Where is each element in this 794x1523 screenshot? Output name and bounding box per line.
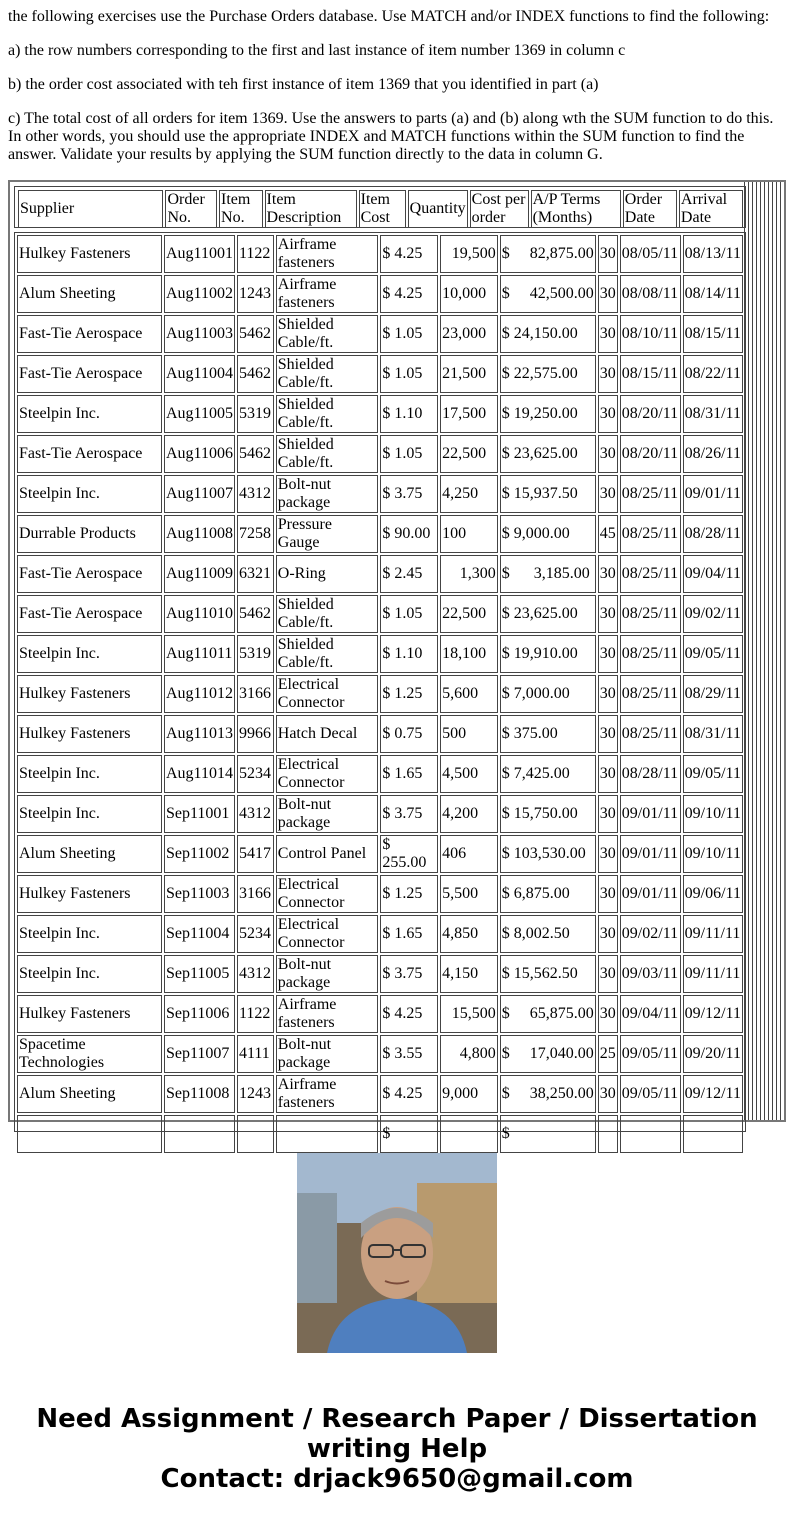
column-header: Order No.	[165, 190, 217, 228]
table-cell: Airframe fasteners	[276, 275, 379, 313]
table-row	[17, 675, 743, 713]
table-cell: 08/31/11	[683, 715, 743, 753]
table-cell: $ 3.75	[380, 475, 438, 513]
table-cell: $ 3.75	[380, 955, 438, 993]
table-row	[17, 955, 743, 993]
table-cell: $ 3.55	[380, 1035, 438, 1073]
table-cell: Sep11003	[164, 875, 235, 913]
table-row	[17, 715, 743, 753]
table-cell: 30	[598, 995, 618, 1033]
table-cell: Aug11013	[164, 715, 235, 753]
table-cell: 08/25/11	[620, 635, 681, 673]
table-cell: Hulkey Fasteners	[17, 995, 162, 1033]
table-cell: 5234	[237, 755, 274, 793]
purchase-orders-table-frame	[8, 180, 786, 1142]
table-row	[17, 315, 743, 353]
table-cell: Sep11007	[164, 1035, 235, 1073]
table-cell: 08/15/11	[620, 355, 681, 393]
table-cell: 30	[598, 235, 618, 273]
table-cell: 5234	[237, 915, 274, 953]
table-cell: 5462	[237, 595, 274, 633]
table-cell: Bolt-nut package	[276, 475, 379, 513]
table-cell: 5462	[237, 355, 274, 393]
table-cell: $ 22,575.00	[500, 355, 596, 393]
table-cell: 08/13/11	[683, 235, 743, 273]
table-cell: $ 90.00	[380, 515, 438, 553]
table-cell: Aug11005	[164, 395, 235, 433]
table-cell: 08/14/11	[683, 275, 743, 313]
table-cell: Shielded Cable/ft.	[276, 635, 379, 673]
table-cell: 30	[598, 955, 618, 993]
table-cell: 17,500	[440, 395, 498, 433]
table-cell: 08/15/11	[683, 315, 743, 353]
table-cell: Aug11009	[164, 555, 235, 593]
table-cell: 5462	[237, 435, 274, 473]
table-cell: 30	[598, 675, 618, 713]
table-cell: Hulkey Fasteners	[17, 235, 162, 273]
table-cell: Aug11007	[164, 475, 235, 513]
table-cell: 4,150	[440, 955, 498, 993]
table-cell: 4312	[237, 795, 274, 833]
table-cell: $ 65,875.00	[500, 995, 596, 1033]
column-header: Cost per order	[470, 190, 529, 228]
avatar-portrait	[297, 1153, 497, 1353]
table-cell: 08/20/11	[620, 395, 681, 433]
table-cell: $ 255.00	[380, 835, 438, 873]
table-cell: Airframe fasteners	[276, 995, 379, 1033]
table-cell: Shielded Cable/ft.	[276, 595, 379, 633]
table-cell: 09/04/11	[683, 555, 743, 593]
table-cell: Bolt-nut package	[276, 955, 379, 993]
column-header: Item Cost	[359, 190, 406, 228]
table-cell: 5319	[237, 395, 274, 433]
table-cell: $ 1.10	[380, 395, 438, 433]
table-cell: $ 4.25	[380, 995, 438, 1033]
table-cell: 5417	[237, 835, 274, 873]
table-cell	[237, 1115, 274, 1153]
table-cell: 1243	[237, 1075, 274, 1113]
table-cell: Steelpin Inc.	[17, 915, 162, 953]
table-cell: 09/05/11	[620, 1075, 681, 1113]
table-cell: 15,500	[440, 995, 498, 1033]
table-cell: 10,000	[440, 275, 498, 313]
table-cell: $	[380, 1115, 438, 1153]
table-cell: 6321	[237, 555, 274, 593]
table-cell: Control Panel	[276, 835, 379, 873]
table-row	[17, 235, 743, 273]
table-cell: Steelpin Inc.	[17, 755, 162, 793]
table-row	[17, 795, 743, 833]
column-header: Supplier	[18, 190, 163, 228]
table-row	[17, 515, 743, 553]
table-cell: 500	[440, 715, 498, 753]
table-cell: 4312	[237, 955, 274, 993]
table-row	[17, 1075, 743, 1113]
table-cell: 09/10/11	[683, 835, 743, 873]
table-cell: Bolt-nut package	[276, 795, 379, 833]
table-cell: 08/28/11	[683, 515, 743, 553]
table-cell: 4111	[237, 1035, 274, 1073]
table-cell: $ 1.65	[380, 755, 438, 793]
table-cell: 30	[598, 1075, 618, 1113]
column-header: Quantity	[408, 190, 468, 228]
table-cell: $ 17,040.00	[500, 1035, 596, 1073]
table-cell: Electrical Connector	[276, 875, 379, 913]
table-row	[17, 435, 743, 473]
table-cell: Aug11006	[164, 435, 235, 473]
table-cell	[683, 1115, 743, 1153]
table-cell: 08/25/11	[620, 515, 681, 553]
table-cell: 22,500	[440, 435, 498, 473]
table-cell: 08/25/11	[620, 555, 681, 593]
table-cell: 9,000	[440, 1075, 498, 1113]
table-cell: $ 19,910.00	[500, 635, 596, 673]
table-cell: $ 19,250.00	[500, 395, 596, 433]
question-a: a) the row numbers corresponding to the first and last instance of item number 1369 in column c	[8, 42, 626, 59]
table-cell: 3166	[237, 875, 274, 913]
column-header: Item Description	[265, 190, 357, 228]
table-cell: 4,250	[440, 475, 498, 513]
table-row	[17, 355, 743, 393]
table-cell: Steelpin Inc.	[17, 795, 162, 833]
table-cell: $ 1.05	[380, 355, 438, 393]
table-cell: 08/10/11	[620, 315, 681, 353]
table-cell: Hatch Decal	[276, 715, 379, 753]
table-cell: 08/22/11	[683, 355, 743, 393]
table-cell: 09/02/11	[683, 595, 743, 633]
table-cell: Steelpin Inc.	[17, 395, 162, 433]
banner-contact: Contact: drjack9650@gmail.com	[160, 1464, 634, 1494]
table-cell: Airframe fasteners	[276, 235, 379, 273]
table-cell: Sep11004	[164, 915, 235, 953]
table-row	[17, 875, 743, 913]
table-cell: 09/05/11	[683, 755, 743, 793]
table-cell: 22,500	[440, 595, 498, 633]
table-row	[17, 395, 743, 433]
table-cell: Aug11014	[164, 755, 235, 793]
table-cell: 4,850	[440, 915, 498, 953]
header-row	[18, 190, 743, 228]
table-cell: 08/25/11	[620, 595, 681, 633]
table-cell	[17, 1115, 162, 1153]
table-cell: 21,500	[440, 355, 498, 393]
table-cell: Hulkey Fasteners	[17, 675, 162, 713]
table-cell: 4,200	[440, 795, 498, 833]
table-cell: 30	[598, 435, 618, 473]
intro-paragraph: the following exercises use the Purchase Orders database. Use MATCH and/or INDEX functions to find the following:	[8, 8, 770, 25]
table-row	[17, 1035, 743, 1073]
table-cell: 08/25/11	[620, 715, 681, 753]
table-cell: Fast-Tie Aerospace	[17, 555, 162, 593]
table-cell: 08/31/11	[683, 395, 743, 433]
table-cell: 09/12/11	[683, 1075, 743, 1113]
table-cell: 1,300	[440, 555, 498, 593]
table-cell: Aug11011	[164, 635, 235, 673]
table-cell: 4,500	[440, 755, 498, 793]
table-cell: 09/01/11	[683, 475, 743, 513]
table-cell: 30	[598, 875, 618, 913]
table-cell: $ 375.00	[500, 715, 596, 753]
table-row	[17, 555, 743, 593]
table-cell: $ 1.05	[380, 595, 438, 633]
question-c: c) The total cost of all orders for item 1369. Use the answers to parts (a) and (b) along wth the SUM function to do this. In other words, you should use the appropriate INDEX and MATCH functions within the SUM function to find the answer. Validate your results by applying the SUM function directly to the data in column G.	[8, 110, 774, 163]
table-cell: Hulkey Fasteners	[17, 875, 162, 913]
table-cell: Aug11012	[164, 675, 235, 713]
table-cell: $ 15,937.50	[500, 475, 596, 513]
table-cell: 09/12/11	[683, 995, 743, 1033]
table-cell: 45	[598, 515, 618, 553]
table-cell: $ 1.25	[380, 675, 438, 713]
table-cell: $ 103,530.00	[500, 835, 596, 873]
column-header: Order Date	[623, 190, 677, 228]
table-cell: 30	[598, 355, 618, 393]
column-header: A/P Terms (Months)	[531, 190, 621, 228]
table-cell: Shielded Cable/ft.	[276, 435, 379, 473]
table-cell: 1243	[237, 275, 274, 313]
table-cell: 09/05/11	[620, 1035, 681, 1073]
table-cell: 08/29/11	[683, 675, 743, 713]
table-cell: Steelpin Inc.	[17, 635, 162, 673]
table-row	[17, 595, 743, 633]
table-cell: $ 4.25	[380, 235, 438, 273]
table-cell: Aug11003	[164, 315, 235, 353]
table-cell: Sep11001	[164, 795, 235, 833]
table-cell: 08/08/11	[620, 275, 681, 313]
table-cell: $ 38,250.00	[500, 1075, 596, 1113]
table-cell: 30	[598, 275, 618, 313]
table-cell: 08/26/11	[683, 435, 743, 473]
table-cell	[440, 1115, 498, 1153]
table-cell: Shielded Cable/ft.	[276, 315, 379, 353]
table-cell: $ 1.05	[380, 315, 438, 353]
table-row	[17, 995, 743, 1033]
table-cell: 09/01/11	[620, 795, 681, 833]
table-cell: $ 4.25	[380, 275, 438, 313]
table-cell: 09/01/11	[620, 875, 681, 913]
table-cell: Sep11008	[164, 1075, 235, 1113]
table-cell: $ 23,625.00	[500, 435, 596, 473]
table-cell: $ 42,500.00	[500, 275, 596, 313]
table-cell: $ 8,002.50	[500, 915, 596, 953]
table-cell: $ 23,625.00	[500, 595, 596, 633]
column-header: Item No.	[219, 190, 263, 228]
table-cell: Alum Sheeting	[17, 835, 162, 873]
table-cell: 09/20/11	[683, 1035, 743, 1073]
table-cell: 4312	[237, 475, 274, 513]
table-cell: 08/28/11	[620, 755, 681, 793]
table-cell: 7258	[237, 515, 274, 553]
table-cell: 30	[598, 395, 618, 433]
table-cell: Aug11001	[164, 235, 235, 273]
table-cell: 09/02/11	[620, 915, 681, 953]
table-cell: Aug11010	[164, 595, 235, 633]
table-cell: 19,500	[440, 235, 498, 273]
table-cell: $ 1.05	[380, 435, 438, 473]
table-cell: 08/05/11	[620, 235, 681, 273]
table-cell: 30	[598, 315, 618, 353]
table-cell: $ 1.25	[380, 875, 438, 913]
nested-border-stripes	[744, 182, 784, 1120]
table-row	[17, 475, 743, 513]
table-cell: Shielded Cable/ft.	[276, 395, 379, 433]
author-avatar	[297, 1153, 497, 1353]
table-cell: $ 0.75	[380, 715, 438, 753]
table-cell: 5,600	[440, 675, 498, 713]
table-cell: 30	[598, 475, 618, 513]
table-cell: 5,500	[440, 875, 498, 913]
table-cell: $ 1.65	[380, 915, 438, 953]
table-row	[17, 275, 743, 313]
table-row	[17, 755, 743, 793]
table-cell: Aug11004	[164, 355, 235, 393]
table-cell: 23,000	[440, 315, 498, 353]
table-row	[17, 915, 743, 953]
table-cell: $ 6,875.00	[500, 875, 596, 913]
table-cell: 30	[598, 915, 618, 953]
table-cell: 406	[440, 835, 498, 873]
table-cell: $ 24,150.00	[500, 315, 596, 353]
column-header: Arrival Date	[679, 190, 743, 228]
table-cell: $ 15,562.50	[500, 955, 596, 993]
banner-headline: Need Assignment / Research Paper / Dissertation writing Help	[36, 1404, 758, 1464]
table-cell: $ 7,000.00	[500, 675, 596, 713]
table-cell: $ 4.25	[380, 1075, 438, 1113]
table-cell: Sep11006	[164, 995, 235, 1033]
table-cell: 09/03/11	[620, 955, 681, 993]
table-cell: Hulkey Fasteners	[17, 715, 162, 753]
table-cell: 30	[598, 755, 618, 793]
table-row	[17, 1115, 743, 1153]
table-cell: 09/01/11	[620, 835, 681, 873]
table-cell: Steelpin Inc.	[17, 955, 162, 993]
table-cell: Steelpin Inc.	[17, 475, 162, 513]
table-cell: Alum Sheeting	[17, 1075, 162, 1113]
table-cell: Aug11002	[164, 275, 235, 313]
table-cell: Durrable Products	[17, 515, 162, 553]
table-cell: 09/11/11	[683, 915, 743, 953]
table-cell: Alum Sheeting	[17, 275, 162, 313]
table-row	[17, 635, 743, 673]
table-cell: $ 2.45	[380, 555, 438, 593]
table-cell: 09/05/11	[683, 635, 743, 673]
table-cell: 09/11/11	[683, 955, 743, 993]
table-cell: Fast-Tie Aerospace	[17, 355, 162, 393]
table-cell	[164, 1115, 235, 1153]
table-body	[14, 232, 746, 1142]
table-cell: 30	[598, 795, 618, 833]
table-cell: Spacetime Technologies	[17, 1035, 162, 1073]
table-cell: Electrical Connector	[276, 755, 379, 793]
table-cell: 3166	[237, 675, 274, 713]
table-cell: 09/10/11	[683, 795, 743, 833]
table-cell: $ 7,425.00	[500, 755, 596, 793]
table-cell: $ 1.10	[380, 635, 438, 673]
table-cell: 09/06/11	[683, 875, 743, 913]
table-cell: 100	[440, 515, 498, 553]
table-cell: 9966	[237, 715, 274, 753]
table-cell: 18,100	[440, 635, 498, 673]
table-cell: 4,800	[440, 1035, 498, 1073]
table-row	[17, 835, 743, 873]
table-cell: 25	[598, 1035, 618, 1073]
promo-banner	[0, 1404, 794, 1494]
table-cell: 08/25/11	[620, 675, 681, 713]
table-cell: 1122	[237, 995, 274, 1033]
table-cell: Electrical Connector	[276, 675, 379, 713]
table-cell: 08/20/11	[620, 435, 681, 473]
table-cell: 30	[598, 555, 618, 593]
table-cell: Fast-Tie Aerospace	[17, 315, 162, 353]
table-cell: Airframe fasteners	[276, 1075, 379, 1113]
table-cell: Electrical Connector	[276, 915, 379, 953]
table-cell: 1122	[237, 235, 274, 273]
table-cell: Aug11008	[164, 515, 235, 553]
table-cell: Bolt-nut package	[276, 1035, 379, 1073]
table-cell: Sep11002	[164, 835, 235, 873]
table-cell: O-Ring	[276, 555, 379, 593]
table-header	[14, 186, 746, 228]
table-cell: $ 9,000.00	[500, 515, 596, 553]
table-cell: 5319	[237, 635, 274, 673]
table-cell: 08/25/11	[620, 475, 681, 513]
table-cell: Shielded Cable/ft.	[276, 355, 379, 393]
table-cell: 5462	[237, 315, 274, 353]
table-cell: Sep11005	[164, 955, 235, 993]
table-cell: $ 3.75	[380, 795, 438, 833]
table-cell: 30	[598, 635, 618, 673]
table-cell: 30	[598, 595, 618, 633]
table-cell: 30	[598, 715, 618, 753]
table-cell: $ 3,185.00	[500, 555, 596, 593]
table-cell	[598, 1115, 618, 1153]
question-b: b) the order cost associated with teh first instance of item 1369 that you identified in part (a)	[8, 76, 599, 93]
table-cell: Fast-Tie Aerospace	[17, 435, 162, 473]
table-cell: $ 82,875.00	[500, 235, 596, 273]
table-cell	[276, 1115, 379, 1153]
table-cell: $ 15,750.00	[500, 795, 596, 833]
table-cell	[620, 1115, 681, 1153]
table-cell: Pressure Gauge	[276, 515, 379, 553]
table-cell: Fast-Tie Aerospace	[17, 595, 162, 633]
table-cell: $	[500, 1115, 596, 1153]
table-cell: 30	[598, 835, 618, 873]
table-cell: 09/04/11	[620, 995, 681, 1033]
